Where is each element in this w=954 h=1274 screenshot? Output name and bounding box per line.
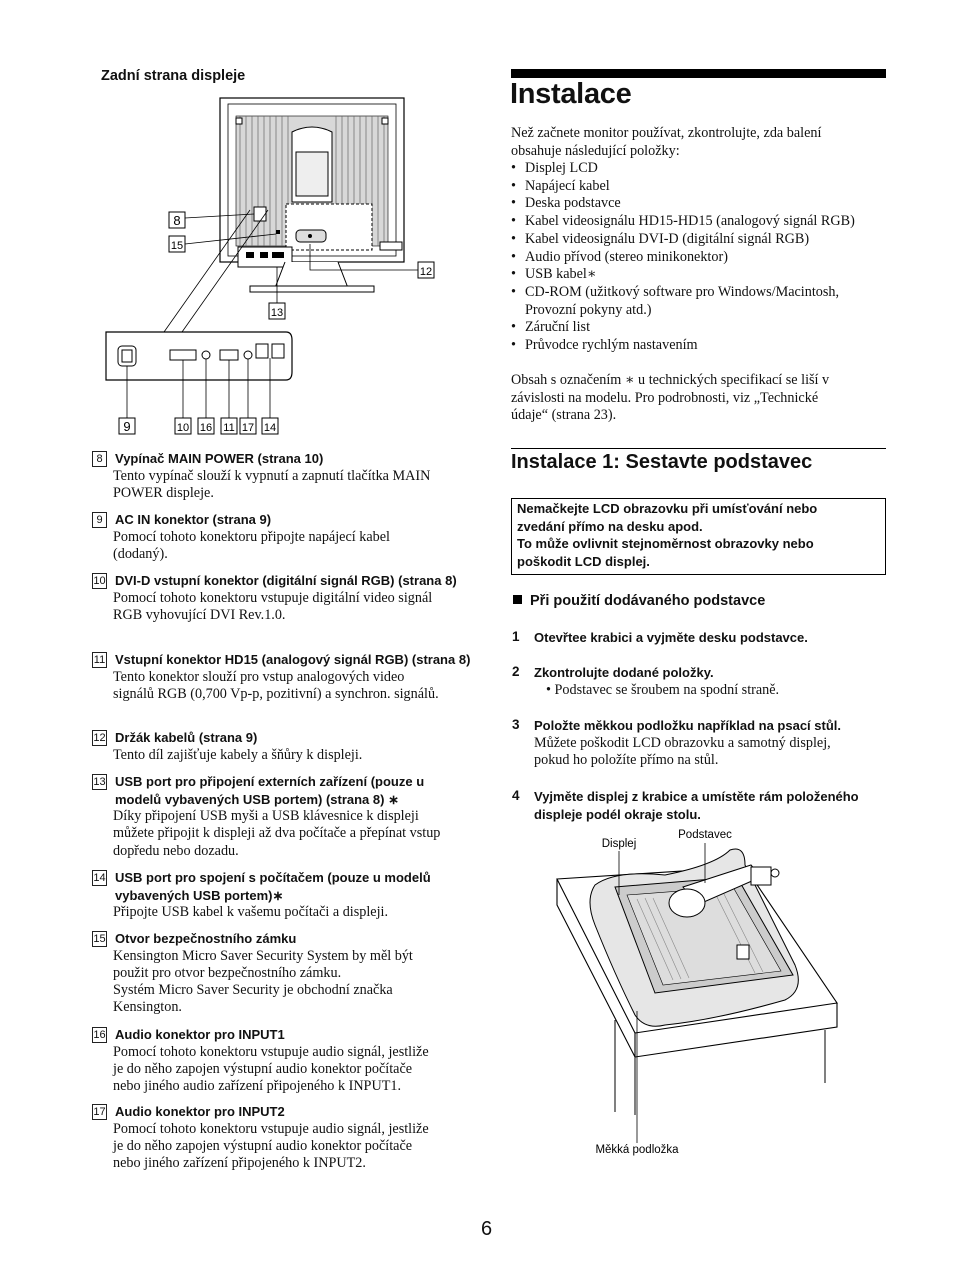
legend-number: 10	[93, 575, 106, 587]
step-1: 1 Otevřtee krabici a vyjměte desku podstavce.	[512, 629, 808, 645]
section-title: Instalace 1: Sestavte podstavec	[511, 451, 813, 473]
legend-desc: Pomocí tohoto konektoru vstupuje audio signál, jestliže je do něho zapojen výstupní audio konektor počítače nebo jiného zařízení připojeného k INPUT2.	[113, 1120, 429, 1172]
step-2: 2 Zkontrolujte dodané položky. • Podstavec se šroubem na spodní straně.	[512, 664, 780, 698]
legend-number: 9	[92, 512, 107, 528]
list-item: • CD-ROM (užitkový software pro Windows/Macintosh, Provozní pokyny atd.)	[511, 284, 891, 319]
section-rule	[511, 448, 886, 449]
callout-11: 11	[223, 422, 235, 434]
label-pad: Měkká podložka	[595, 1144, 679, 1156]
legend-desc: Pomocí tohoto konektoru vstupuje audio signál, jestliže je do něho zapojen výstupní audio konektor počítače nebo jiného audio zařízení připojeného k INPUT1.	[113, 1043, 429, 1095]
list-item: • USB kabel∗	[511, 266, 891, 284]
legend-desc: Díky připojení USB myši a USB klávesnice k displeji můžete připojit k displeji až dva počítače a přepínat vstup dopředu nebo dozadu.	[113, 808, 441, 859]
callout-14: 14	[263, 422, 277, 434]
intro-paragraph: Než začnete monitor používat, zkontrolujte, zda balení obsahuje následující položky:	[511, 125, 822, 159]
legend-title: Vstupní konektor HD15 (analogový signál RGB) (strana 8)	[115, 652, 471, 667]
legend-item-12	[92, 729, 472, 764]
legend-item-13	[92, 773, 472, 860]
callout-13: 13	[270, 307, 284, 319]
callout-16: 16	[199, 422, 213, 434]
legend-item-16	[92, 1026, 472, 1095]
callout-10: 10	[176, 422, 190, 434]
callout-9: 9	[123, 419, 131, 434]
legend-number: 15	[93, 933, 106, 945]
stand-setup-illustration	[555, 825, 855, 1160]
legend-title: AC IN konektor (strana 9)	[115, 512, 272, 527]
rear-panel-diagram	[100, 92, 460, 442]
legend-item-9	[92, 511, 472, 563]
callout-17: 17	[241, 422, 255, 434]
legend-desc: Pomocí tohoto konektoru připojte napájecí kabel (dodaný).	[113, 528, 390, 562]
legend-desc: Kensington Micro Saver Security System by měl být použit pro otvor bezpečnostního zámku. Systém Micro Saver Security je obchodní značka Kensington.	[113, 947, 413, 1016]
legend-title: Otvor bezpečnostního zámku	[115, 931, 297, 946]
list-item: • Displej LCD	[511, 160, 891, 178]
legend-title: USB port pro připojení externích zařízení (pouze u modelů vybavených USB portem) (strana 8) ∗	[115, 774, 425, 807]
legend-title: USB port pro spojení s počítačem (pouze u modelů vybavených USB portem)∗	[115, 870, 431, 903]
legend-desc: Tento díl zajišťuje kabely a šňůry k displeji.	[113, 746, 363, 763]
legend-title: Audio konektor pro INPUT2	[115, 1104, 285, 1119]
legend-title: DVI-D vstupní konektor (digitální signál RGB) (strana 8)	[115, 573, 457, 588]
list-item: • Kabel videosignálu HD15-HD15 (analogový signál RGB)	[511, 213, 891, 231]
list-item: • Napájecí kabel	[511, 178, 891, 196]
subsection-heading: Při použití dodávaného podstavce	[513, 593, 765, 609]
list-item: • Záruční list	[511, 319, 891, 337]
legend-item-17	[92, 1103, 472, 1172]
legend-number: 13	[93, 776, 106, 788]
legend-item-15	[92, 930, 472, 1017]
callout-15: 15	[170, 240, 184, 252]
legend-desc: Připojte USB kabel k vašemu počítači a displeji.	[113, 904, 389, 920]
legend-item-11	[92, 651, 472, 703]
callout-8: 8	[173, 213, 181, 228]
legend-number: 8	[92, 451, 107, 467]
legend-number: 17	[93, 1106, 106, 1118]
legend-title: Vypínač MAIN POWER (strana 10)	[115, 451, 324, 466]
step-4: 4 Vyjměte displej z krabice a umístěte rám položeného displeje podél okraje stolu.	[512, 788, 859, 822]
page-title: Instalace	[510, 78, 632, 110]
label-stand: Podstavec	[678, 829, 732, 841]
page-number: 6	[481, 1218, 493, 1240]
legend-desc: Pomocí tohoto konektoru vstupuje digitální video signál RGB vyhovující DVI Rev.1.0.	[113, 589, 433, 623]
legend-desc: Tento konektor slouží pro vstup analogových video signálů RGB (0,700 Vp-p, pozitivní) a synchron. signálů.	[113, 668, 439, 702]
legend-title: Držák kabelů (strana 9)	[115, 730, 258, 745]
callout-12: 12	[419, 266, 433, 278]
legend-number: 16	[93, 1029, 106, 1041]
model-note: Obsah s označením ∗ u technických specifikací se liší v závislosti na modelu. Pro podrobnosti, viz „Technické údaje“ (strana 23).	[511, 372, 830, 423]
list-item: • Deska podstavce	[511, 195, 891, 213]
legend-item-8	[92, 450, 472, 502]
list-item: • Audio přívod (stereo minikonektor)	[511, 249, 891, 267]
list-item: • Průvodce rychlým nastavením	[511, 337, 891, 355]
legend-number: 12	[93, 732, 106, 744]
step-3: 3 Položte měkkou podložku například na psací stůl. Můžete poškodit LCD obrazovku a samotný displej, pokud ho položíte přímo na stůl.	[512, 717, 842, 768]
title-rule	[511, 69, 886, 78]
legend-number: 14	[93, 872, 106, 884]
legend-title: Audio konektor pro INPUT1	[115, 1027, 285, 1042]
square-bullet-icon	[513, 595, 522, 604]
rear-view-heading: Zadní strana displeje	[101, 68, 246, 84]
warning-box: Nemačkejte LCD obrazovku při umísťování nebo zvedání přímo na desku apod. To může ovlivnit stejnoměrnost obrazovky nebo poškodit LCD displej.	[511, 498, 886, 575]
label-display: Displej	[601, 838, 637, 850]
package-contents-list	[511, 160, 891, 355]
list-item: • Kabel videosignálu DVI-D (digitální signál RGB)	[511, 231, 891, 249]
legend-number: 11	[93, 654, 106, 666]
legend-item-10	[92, 572, 472, 624]
legend-item-14	[92, 869, 472, 921]
legend-desc: Tento vypínač slouží k vypnutí a zapnutí tlačítka MAIN POWER displeje.	[113, 467, 431, 501]
